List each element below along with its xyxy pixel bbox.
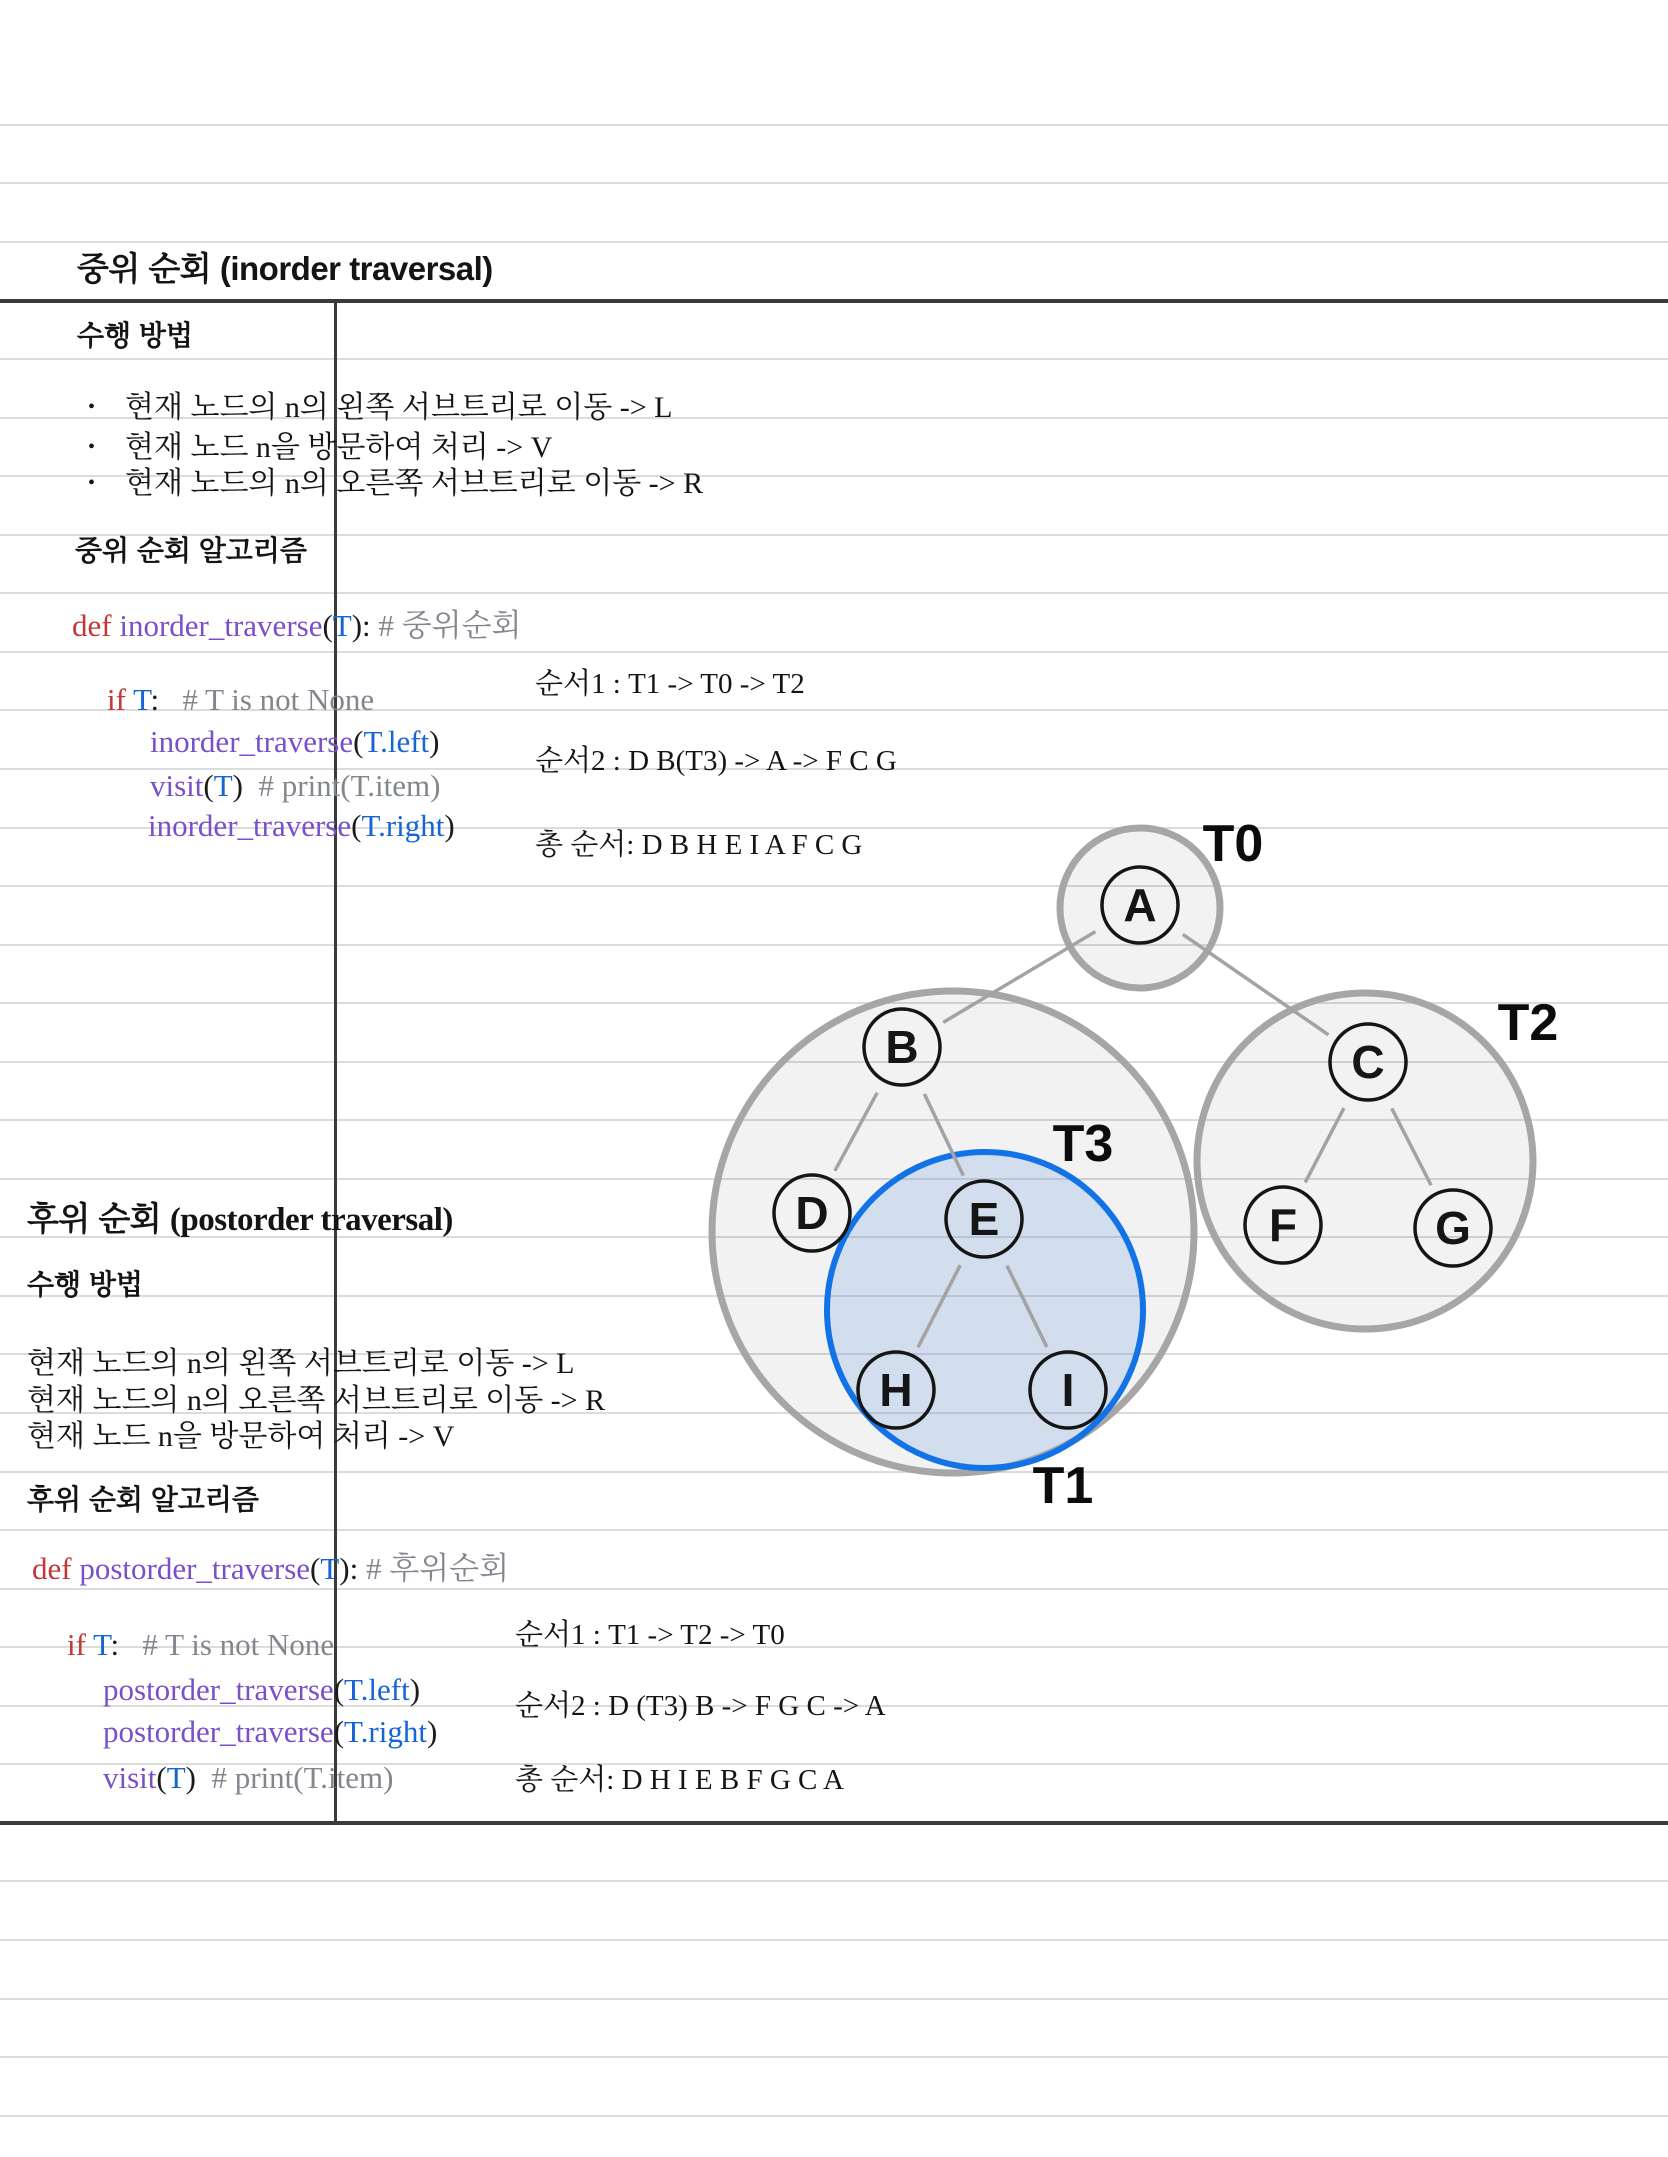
inorder-bullet-3: • 현재 노드의 n의 오른쪽 서브트리로 이동 -> R [88,467,704,500]
postorder-line-2: 현재 노드의 n의 오른쪽 서브트리로 이동 -> R [27,1384,606,1417]
tree-node-label-C: C [1351,1036,1385,1088]
tree-subtree-label-T1: T1 [1032,1457,1094,1515]
postorder-line-1: 현재 노드의 n의 왼쪽 서브트리로 이동 -> L [27,1347,575,1380]
postorder-code-line-2: if T: # T is not None [67,1627,335,1662]
postorder-title-kr: 후위 순회 [27,1200,170,1237]
tree-subtree-label-T0: T0 [1202,815,1264,873]
tree-node-label-E: E [968,1193,1000,1245]
tree-edge-A-C [1183,934,1329,1034]
postorder-title-en: (postorder traversal) [169,1202,453,1238]
inorder-code-line-5: inorder_traverse(T.right) [148,808,455,843]
inorder-code-line-1: def inorder_traverse(T): # 중위순회 [72,608,522,643]
tree-node-label-F: F [1268,1199,1298,1251]
inorder-title-kr: 중위 순회 [77,250,220,287]
inorder-code-line-3: inorder_traverse(T.left) [150,724,440,759]
bullet-icon: • [88,436,96,458]
postorder-code-line-3: postorder_traverse(T.left) [103,1672,421,1707]
postorder-algo-heading: 후위 순회 알고리즘 [27,1484,259,1515]
inorder-method-heading: 수행 방법 [77,320,193,351]
inorder-code-line-2: if T: # T is not None [107,682,375,717]
postorder-note-order2: 순서2 : D (T3) B -> F G C -> A [515,1690,886,1722]
tree-node-label-H: H [879,1364,913,1416]
tree-node-label-A: A [1123,879,1157,931]
postorder-note-order1: 순서1 : T1 -> T2 -> T0 [515,1619,785,1651]
postorder-code-line-4: postorder_traverse(T.right) [103,1714,438,1749]
bullet-icon: • [88,396,96,418]
inorder-note-total: 총 순서: D B H E I A F C G [535,829,863,861]
postorder-code-line-1: def postorder_traverse(T): # 후위순회 [32,1551,510,1586]
tree-subtree-label-T2: T2 [1497,994,1559,1052]
tree-node-label-G: G [1435,1202,1471,1254]
inorder-note-order1: 순서1 : T1 -> T0 -> T2 [535,668,805,700]
inorder-note-order2: 순서2 : D B(T3) -> A -> F C G [535,745,897,777]
tree-subtree-label-T3: T3 [1052,1115,1114,1173]
inorder-code-line-4: visit(T) # print(T.item) [150,768,441,803]
postorder-method-heading: 수행 방법 [27,1269,143,1300]
tree-node-label-I: I [1061,1364,1075,1416]
inorder-title-en: (inorder traversal) [219,250,493,287]
postorder-line-3: 현재 노드 n을 방문하여 처리 -> V [27,1420,455,1453]
tree-node-label-B: B [885,1021,919,1073]
postorder-code-line-5: visit(T) # print(T.item) [103,1760,394,1795]
tree-node-label-D: D [795,1187,829,1239]
inorder-bullet-2: • 현재 노드 n을 방문하여 처리 -> V [88,431,553,464]
inorder-algo-heading: 중위 순회 알고리즘 [75,535,307,566]
inorder-bullet-1: • 현재 노드의 n의 왼쪽 서브트리로 이동 -> L [88,391,673,424]
bullet-icon: • [88,472,96,494]
postorder-note-total: 총 순서: D H I E B F G C A [515,1764,844,1796]
